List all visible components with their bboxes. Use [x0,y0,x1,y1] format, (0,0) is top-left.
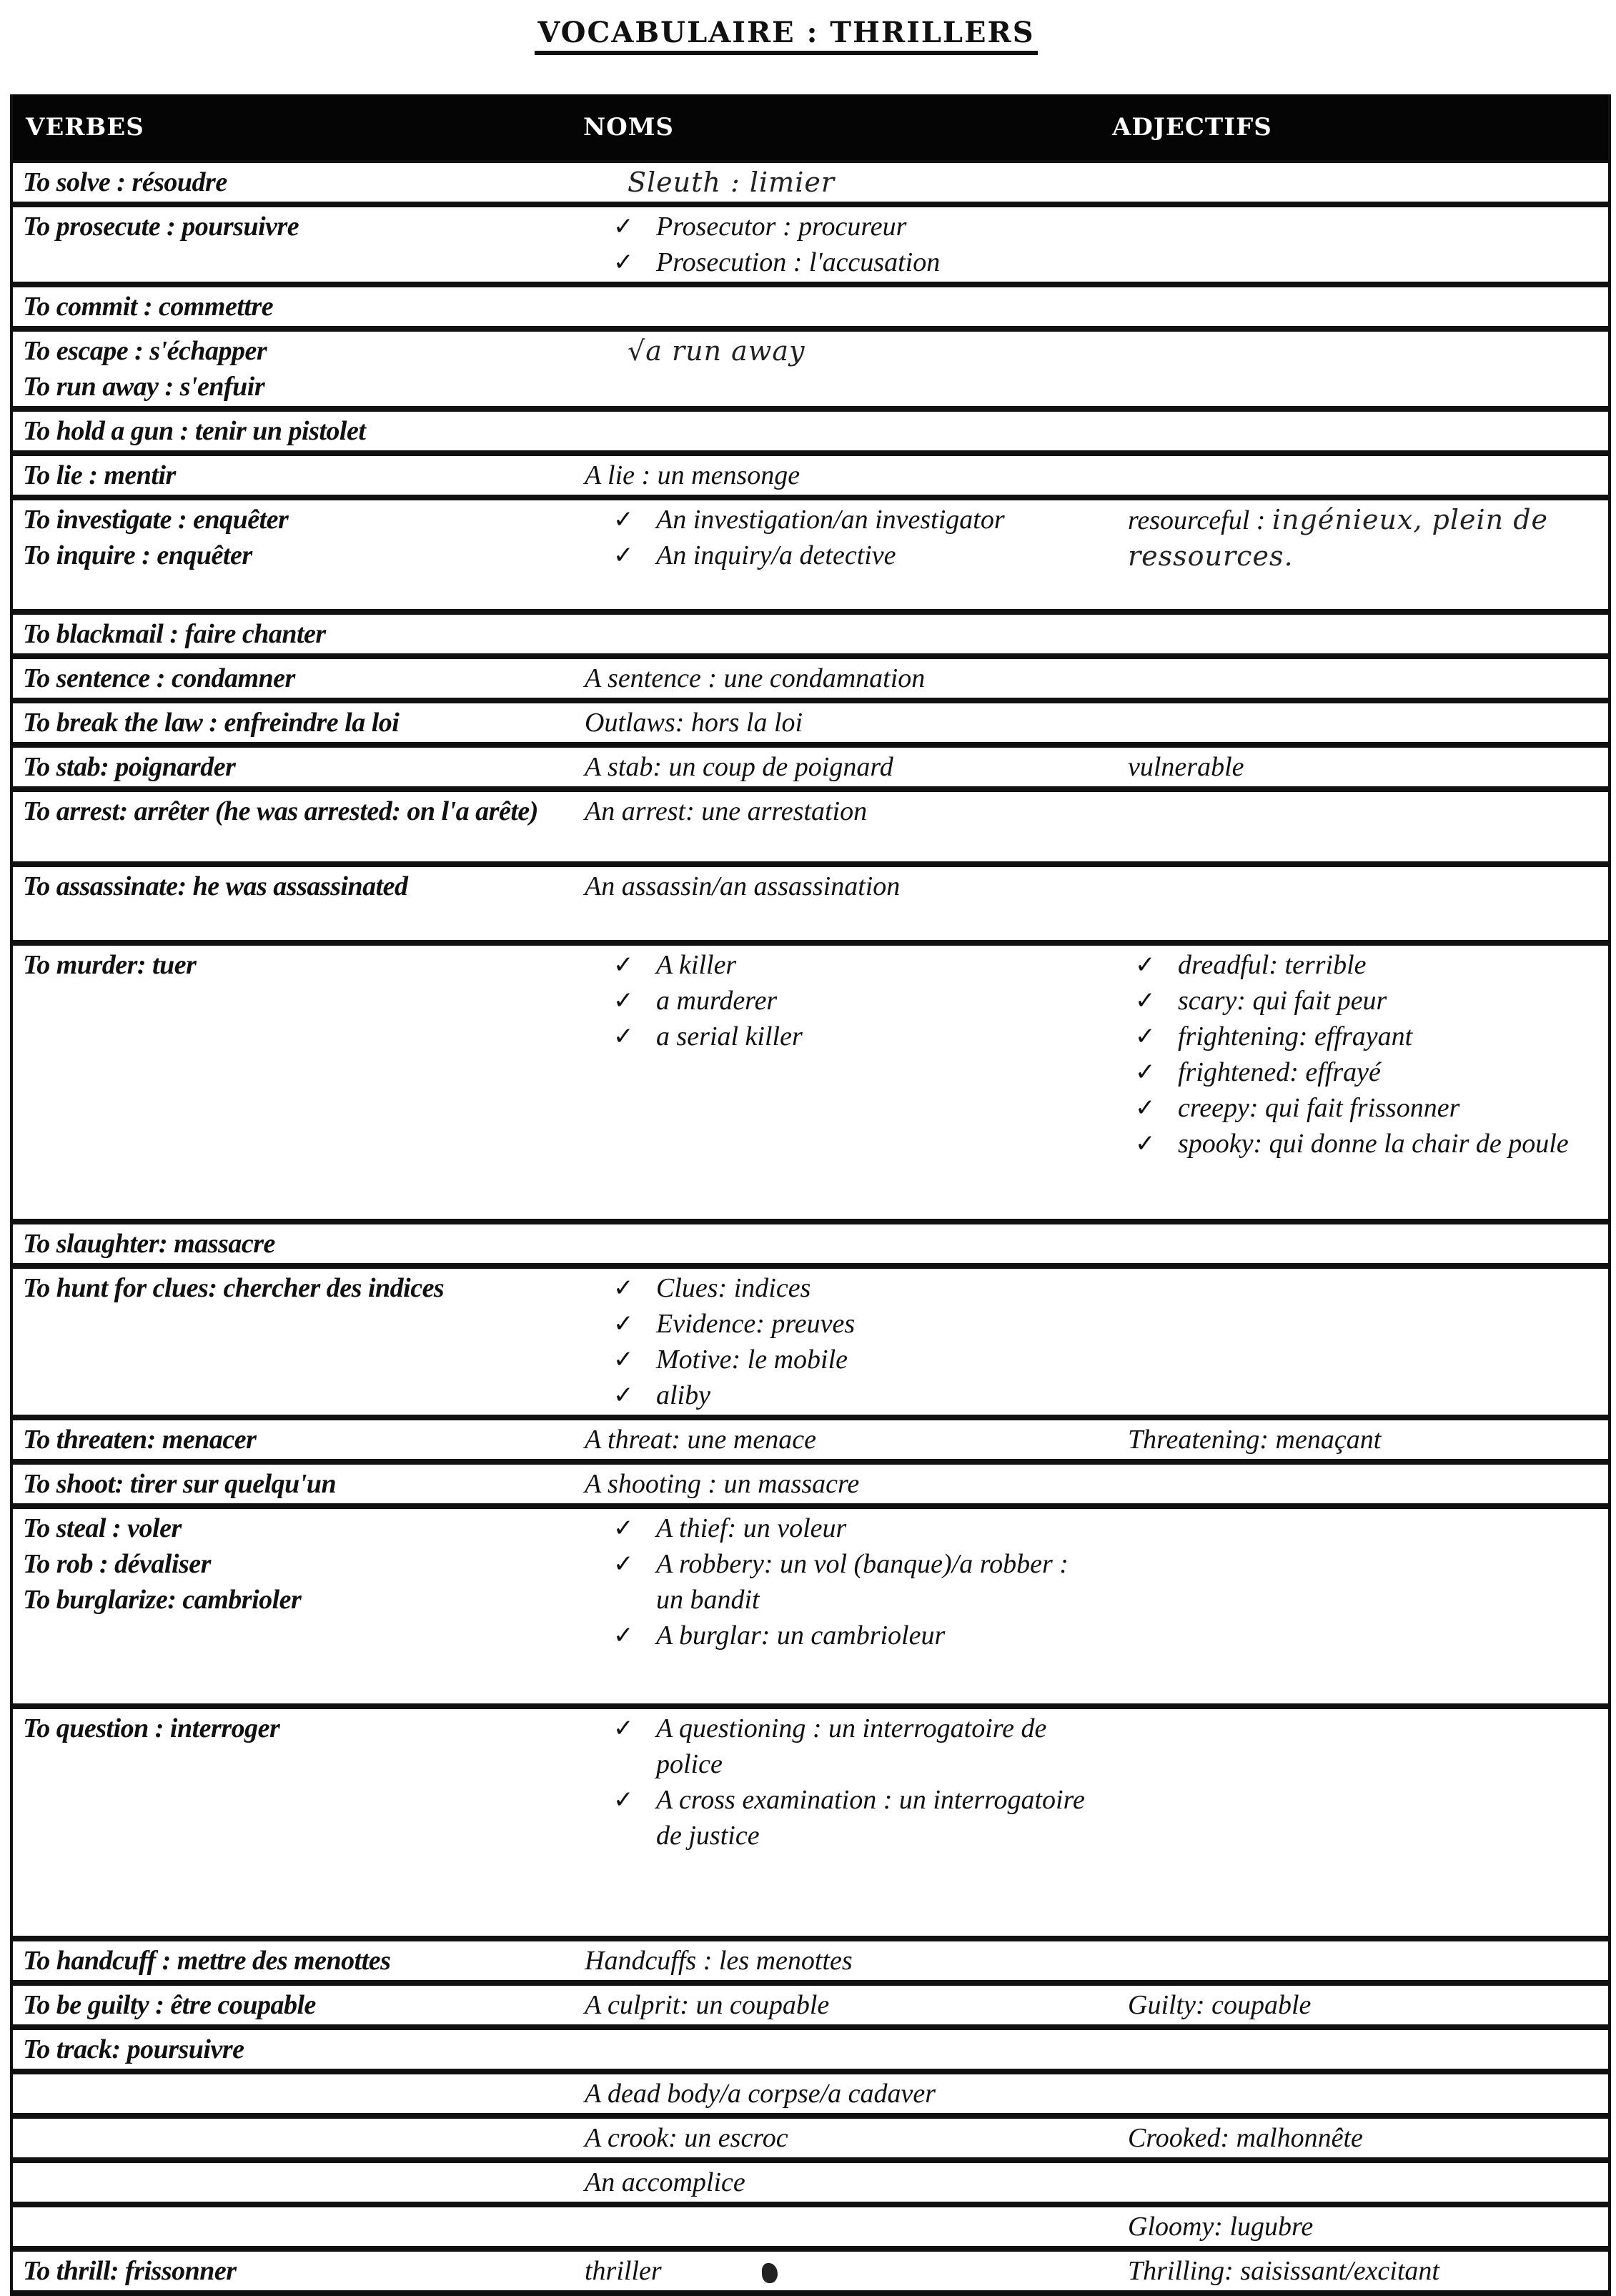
noun-entry: A lie : un mensonge [585,460,800,490]
noun-entry: A shooting : un massacre [585,1469,860,1499]
table-row [13,1703,1608,1936]
noun-entry: A dead body/a corpse/a cadaver [585,2079,936,2109]
verb-cell [13,207,570,246]
verb-entry: To lie : mentir [23,460,176,490]
adjective-cell [1099,1224,1608,1227]
document-title [500,16,1072,49]
adjective-entry: Gloomy: lugubre [1128,2212,1314,2242]
verb-cell [13,659,570,698]
verb-entry: To steal : voler [23,1513,182,1543]
noun-cell [570,500,1099,575]
noun-cell [570,1465,1099,1503]
verb-entry: To slaughter: massacre [23,1229,275,1259]
header-nouns: NOMS [583,113,674,142]
checked-list-item: ✓ A robbery: un vol (banque)/a robber : un bandit [656,1546,1092,1618]
verb-cell [13,1420,570,1459]
checked-list-item: ✓ a serial killer [656,1019,1092,1054]
adjective-cell [1099,792,1608,795]
table-row [13,1936,1608,1980]
verb-cell [13,332,570,406]
checked-list-item: ✓ Prosecutor : procureur [656,209,1092,244]
adjective-entry: Crooked: malhonnête [1128,2123,1363,2153]
verb-entry: To threaten: menacer [23,1425,257,1455]
checked-list-item: ✓ An inquiry/a detective [656,538,1092,573]
checked-list-item: ✓ A cross examination : un interrogatoire de justice [656,1782,1092,1854]
noun-cell [570,1941,1099,1980]
handwritten-note: ingénieux, plein de ressources. [1128,504,1549,572]
noun-list [606,209,1092,280]
verb-cell [13,615,570,653]
verb-cell [13,163,570,202]
noun-entry: An accomplice [585,2167,745,2197]
verb-cell [13,2163,570,2166]
checked-list-item: ✓ A killer [656,947,1092,983]
checked-list-item: ✓ creepy: qui fait frissonner [1178,1090,1601,1126]
adjective-cell [1099,1269,1608,1272]
adjective-cell [1099,748,1608,786]
verb-entry: To commit : commettre [23,292,274,322]
noun-entry: A crook: un escroc [585,2123,788,2153]
adjective-cell [1099,456,1608,459]
adjective-entry: Threatening: menaçant [1128,1425,1382,1455]
table-row [13,450,1608,495]
adjective-cell [1099,1941,1608,1944]
table-row [13,1459,1608,1503]
table-row [13,2113,1608,2157]
adjective-cell [1099,412,1608,415]
verb-entry: To break the law : enfreindre la loi [23,708,400,738]
adjective-cell [1099,946,1608,1163]
noun-cell [570,659,1099,698]
verb-cell [13,1224,570,1263]
noun-entry: An arrest: une arrestation [585,796,868,826]
noun-cell [570,1986,1099,2024]
table-row [13,1219,1608,1263]
noun-entry: A stab: un coup de poignard [585,752,893,782]
table-body [13,160,1608,2290]
verb-entry: To track: poursuivre [23,2034,244,2064]
verb-entry: To escape : s'échapper [23,336,267,366]
adjective-cell [1099,163,1608,166]
adjective-list [1128,947,1601,1162]
adjective-cell [1099,2030,1608,2033]
handwritten-note: Sleuth : limier [628,167,835,198]
noun-list [606,502,1092,573]
verb-cell [13,748,570,786]
verb-cell [13,1269,570,1307]
noun-cell [570,703,1099,742]
table-row [13,786,1608,861]
adjective-cell [1099,1420,1608,1459]
table-row [13,282,1608,326]
table-row [13,653,1608,698]
noun-cell [570,1269,1099,1415]
adjective-entry: vulnerable [1128,752,1244,782]
checked-list-item: ✓ An investigation/an investigator [656,502,1092,538]
table-row [13,698,1608,742]
noun-list [606,1510,1092,1653]
verb-cell [13,2030,570,2069]
table-row [13,326,1608,406]
noun-entry: A culprit: un coupable [585,1990,830,2020]
checked-list-item: ✓ frightening: effrayant [1178,1019,1601,1054]
noun-cell [570,2074,1099,2113]
adjective-cell [1099,1709,1608,1712]
checked-list-item: ✓ dreadful: terrible [1178,947,1601,983]
verb-entry: To assassinate: he was assassinated [23,871,408,901]
verb-cell [13,792,570,831]
adjective-cell [1099,2252,1608,2290]
noun-entry: A threat: une menace [585,1425,816,1455]
adjective-cell [1099,2207,1608,2246]
verb-cell [13,946,570,984]
adjective-cell [1099,2074,1608,2077]
noun-cell [570,867,1099,906]
table-row [13,2157,1608,2202]
noun-cell [570,456,1099,495]
adjective-cell [1099,615,1608,618]
table-row [13,861,1608,940]
noun-list [606,1711,1092,1854]
noun-cell [570,1709,1099,1855]
adjective-entry: Thrilling: saisissant/excitant [1128,2256,1439,2286]
table-row [13,1263,1608,1415]
checked-list-item: ✓ scary: qui fait peur [1178,983,1601,1019]
table-row [13,609,1608,653]
verb-entry: To shoot: tirer sur quelqu'un [23,1469,337,1499]
verb-cell [13,1986,570,2024]
noun-cell [570,2030,1099,2033]
table-row [13,2246,1608,2290]
verb-cell [13,2207,570,2210]
checked-list-item: ✓ Motive: le mobile [656,1342,1092,1377]
table-row [13,940,1608,1219]
handwritten-note: √a run away [628,335,805,367]
verb-entry: To burglarize: cambrioler [23,1585,302,1615]
noun-entry: thriller [585,2256,662,2286]
noun-entry: Outlaws: hors la loi [585,708,803,738]
noun-list [606,947,1092,1054]
adjective-cell [1099,2163,1608,2166]
verb-entry: To run away : s'enfuir [23,372,265,402]
noun-cell [570,2252,1099,2290]
table-row [13,742,1608,786]
checked-list-item: ✓ spooky: qui donne la chair de poule [1178,1126,1601,1162]
noun-cell [570,748,1099,786]
noun-entry: A sentence : une condamnation [585,663,926,693]
verb-entry: To hunt for clues: chercher des indices [23,1273,445,1303]
checked-list-item: ✓ Prosecution : l'accusation [656,244,1092,280]
verb-entry: To thrill: frissonner [23,2256,237,2286]
adjective-cell [1099,287,1608,290]
adjective-cell [1099,1509,1608,1512]
noun-entry: An assassin/an assassination [585,871,901,901]
table-row [13,160,1608,202]
verb-entry: To question : interroger [23,1713,280,1743]
verb-entry: To prosecute : poursuivre [23,212,299,242]
noun-list [606,1270,1092,1413]
table-bottom-rule [13,2290,1608,2296]
verb-cell [13,2074,570,2077]
verb-entry: To arrest: arrêter (he was arrested: on l'a arête) [23,796,538,826]
verb-entry: To handcuff : mettre des menottes [23,1946,391,1976]
table-row [13,2024,1608,2069]
adjective-entry: Guilty: coupable [1128,1990,1312,2020]
adjective-entry: resourceful : [1128,505,1266,535]
adjective-cell [1099,332,1608,335]
noun-cell [570,332,1099,370]
verb-cell [13,500,570,575]
verb-entry: To hold a gun : tenir un pistolet [23,416,366,446]
verb-entry: To sentence : condamner [23,663,295,693]
table-row [13,1503,1608,1703]
noun-cell [570,412,1099,415]
verb-entry: To murder: tuer [23,950,197,980]
verb-entry: To blackmail : faire chanter [23,619,326,649]
checked-list-item: ✓ frightened: effrayé [1178,1054,1601,1090]
header-verbs: VERBES [26,113,144,142]
vocabulary-table [10,94,1611,2296]
checked-list-item: ✓ Evidence: preuves [656,1306,1092,1342]
adjective-cell [1099,500,1608,576]
noun-entry: Handcuffs : les menottes [585,1946,853,1976]
adjective-cell [1099,1986,1608,2024]
title-text: VOCABULAIRE : THRILLERS [535,16,1037,55]
ink-smudge-mark [762,2263,778,2283]
verb-cell [13,1465,570,1503]
checked-list-item: ✓ A burglar: un cambrioleur [656,1618,1092,1653]
table-row [13,2069,1608,2113]
verb-entry: To inquire : enquêter [23,540,252,570]
verb-cell [13,287,570,326]
verb-cell [13,412,570,450]
table-row [13,406,1608,450]
verb-entry: To stab: poignarder [23,752,236,782]
table-row [13,202,1608,282]
noun-cell [570,1224,1099,1227]
adjective-cell [1099,867,1608,870]
verb-cell [13,2252,570,2290]
noun-cell [570,2207,1099,2210]
verb-cell [13,703,570,742]
noun-cell [570,2119,1099,2157]
noun-cell [570,615,1099,618]
verb-cell [13,1709,570,1748]
checked-list-item: ✓ a murderer [656,983,1092,1019]
noun-cell [570,1509,1099,1655]
table-row [13,1980,1608,2024]
table-header [13,94,1608,160]
checked-list-item: ✓ A thief: un voleur [656,1510,1092,1546]
noun-cell [570,2163,1099,2202]
verb-cell [13,1941,570,1980]
verb-entry: To be guilty : être coupable [23,1990,316,2020]
verb-cell [13,2119,570,2122]
noun-cell [570,163,1099,202]
noun-cell [570,287,1099,290]
checked-list-item: ✓ Clues: indices [656,1270,1092,1306]
adjective-cell [1099,659,1608,662]
verb-cell [13,867,570,906]
table-row [13,1415,1608,1459]
noun-cell [570,207,1099,282]
verb-entry: To rob : dévaliser [23,1549,211,1579]
adjective-cell [1099,207,1608,210]
adjective-cell [1099,2119,1608,2157]
header-adjectives: ADJECTIFS [1112,113,1272,142]
verb-entry: To solve : résoudre [23,167,227,197]
noun-cell [570,1420,1099,1459]
checked-list-item: ✓ aliby [656,1377,1092,1413]
adjective-cell [1099,703,1608,706]
verb-entry: To investigate : enquêter [23,505,289,535]
noun-cell [570,946,1099,1056]
noun-cell [570,792,1099,831]
table-row [13,2202,1608,2246]
checked-list-item: ✓ A questioning : un interrogatoire de police [656,1711,1092,1782]
table-row [13,495,1608,609]
verb-cell [13,1509,570,1619]
verb-cell [13,456,570,495]
adjective-cell [1099,1465,1608,1468]
